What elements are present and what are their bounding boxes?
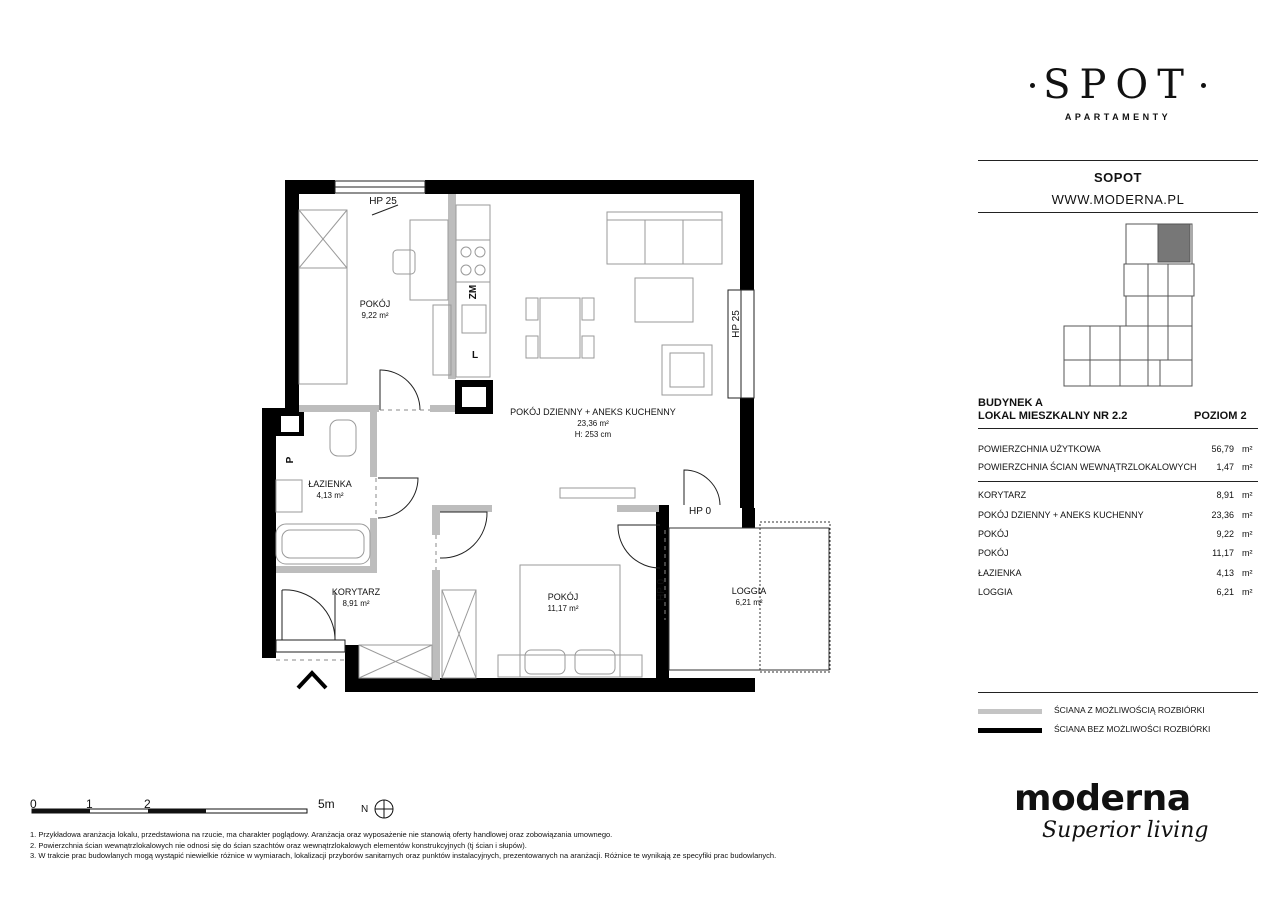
- divider: [978, 428, 1258, 429]
- summary-label: POWIERZCHNIA UŻYTKOWA: [978, 444, 1101, 454]
- divider: [978, 160, 1258, 161]
- svg-text:N: N: [361, 804, 369, 815]
- disclaimer-notes: [30, 830, 776, 862]
- structural-walls: [262, 180, 755, 692]
- svg-text:ZM: ZM: [468, 284, 479, 300]
- svg-text:HP 25: HP 25: [731, 310, 742, 338]
- legend-label: ŚCIANA BEZ MOŻLIWOŚCI ROZBIÓRKI: [1054, 724, 1211, 734]
- legend-label: ŚCIANA Z MOŻLIWOŚCIĄ ROZBIÓRKI: [1054, 705, 1205, 715]
- room-label: POKÓJ: [978, 529, 1009, 539]
- svg-text:LOGGIA: LOGGIA: [731, 586, 767, 596]
- summary-row: [978, 444, 1258, 456]
- svg-text:HP 0: HP 0: [688, 506, 712, 517]
- svg-text:11,17 m²: 11,17 m²: [547, 604, 579, 613]
- note-1: 1. Przykładowa aranżacja lokalu, przedstawiona na rzucie, ma charakter poglądowy. Aranżacja oraz wyposażenie nie stanowią oferty handlowej oraz zobowiązania umownego.: [30, 830, 613, 839]
- room-area-row: [978, 548, 1258, 560]
- thresholds: [276, 410, 665, 660]
- brand-name: SPOT: [1043, 62, 1193, 108]
- scale-label-5m: 5m: [318, 797, 335, 811]
- divider: [978, 212, 1258, 213]
- room-unit: m²: [1242, 490, 1253, 500]
- divider: [978, 481, 1258, 482]
- room-label: POKÓJ DZIENNY + ANEKS KUCHENNY: [978, 510, 1144, 520]
- room-label: ŁAZIENKA: [978, 568, 1022, 578]
- svg-text:ŁAZIENKA: ŁAZIENKA: [308, 479, 352, 489]
- brand-dot-right: [1201, 83, 1206, 88]
- note-3: 3. W trakcie prac budowlanych mogą wystąpić niewielkie różnice w wymiarach, lokalizacji przyborów sanitarnych oraz punktów instalacyjnych, prezentowanych na aranżacji. Różnice te wynikają ze specyfiki prac budowlanych.: [30, 851, 777, 860]
- svg-text:POKÓJ DZIENNY + ANEKS KUCHENNY: POKÓJ DZIENNY + ANEKS KUCHENNY: [510, 407, 676, 417]
- room-value: 8,91: [1216, 490, 1234, 500]
- room-unit: m²: [1242, 529, 1253, 539]
- north-compass-icon: [361, 800, 393, 818]
- note-2: 2. Powierzchnia ścian wewnątrzlokalowych nie odnosi się do ścian szachtów oraz wewnątrzlokalowych elementów konstrukcyjnych (tj ścian i słupów).: [30, 840, 527, 850]
- entrance-arrow-icon: [298, 673, 326, 688]
- svg-text:L: L: [471, 350, 479, 361]
- svg-text:POKÓJ: POKÓJ: [547, 592, 579, 602]
- divider: [978, 692, 1258, 693]
- svg-text:POKÓJ: POKÓJ: [359, 299, 391, 309]
- room-value: 6,21: [1216, 587, 1234, 597]
- scale-label-1: 1: [86, 797, 93, 811]
- room-label: LOGGIA: [978, 587, 1013, 597]
- scale-bar: [32, 809, 307, 813]
- brand-logo: [1018, 62, 1218, 108]
- summary-value: 1,47: [1216, 462, 1234, 472]
- room-value: 9,22: [1216, 529, 1234, 539]
- level-label: POZIOM 2: [1194, 410, 1247, 422]
- legend-swatch-black: [978, 728, 1042, 733]
- room-value: 4,13: [1216, 568, 1234, 578]
- tagline: Superior living: [1042, 818, 1209, 843]
- svg-text:KORYTARZ: KORYTARZ: [331, 587, 381, 597]
- brand-dot-left: [1030, 83, 1035, 88]
- brand-subtitle: APARTAMENTY: [1064, 112, 1172, 122]
- room-unit: m²: [1242, 587, 1253, 597]
- apartment-number: LOKAL MIESZKALNY NR 2.2: [978, 410, 1128, 422]
- svg-text:HP 0: HP 0: [656, 578, 667, 602]
- room-value: 11,17: [1212, 548, 1234, 558]
- doors: [282, 205, 720, 640]
- room-area-row: [978, 510, 1258, 522]
- building-key-plan: [1060, 220, 1200, 390]
- loggia-outline: [669, 522, 830, 672]
- room-label: POKÓJ: [978, 548, 1009, 558]
- summary-value: 56,79: [1211, 444, 1234, 454]
- summary-label: POWIERZCHNIA ŚCIAN WEWNĄTRZLOKALOWYCH: [978, 462, 1197, 472]
- plan-markers: [285, 196, 742, 601]
- summary-row: [978, 462, 1258, 474]
- room-area-row: [978, 529, 1258, 541]
- room-unit: m²: [1242, 548, 1253, 558]
- svg-text:9,22 m²: 9,22 m²: [361, 311, 389, 320]
- svg-text:23,36 m²: 23,36 m²: [577, 419, 609, 428]
- room-value: 23,36: [1211, 510, 1234, 520]
- room-unit: m²: [1242, 510, 1253, 520]
- room-area-row: [978, 587, 1258, 599]
- scale-label-0: 0: [30, 797, 37, 811]
- summary-unit: m²: [1242, 444, 1253, 454]
- svg-text:H: 253 cm: H: 253 cm: [574, 430, 612, 439]
- website-link[interactable]: WWW.MODERNA.PL: [1051, 192, 1185, 207]
- svg-text:6,21 m²: 6,21 m²: [735, 598, 763, 607]
- scale-label-2: 2: [144, 797, 151, 811]
- svg-text:P: P: [285, 456, 296, 464]
- room-unit: m²: [1242, 568, 1253, 578]
- unit-title: [978, 397, 1127, 423]
- summary-unit: m²: [1242, 462, 1253, 472]
- room-area-row: [978, 490, 1258, 502]
- legend-swatch-grey: [978, 709, 1042, 714]
- svg-text:4,13 m²: 4,13 m²: [316, 491, 344, 500]
- svg-text:HP 25: HP 25: [369, 196, 397, 207]
- city-name: SOPOT: [1093, 170, 1142, 185]
- building-name: BUDYNEK A: [978, 397, 1043, 409]
- moderna-logo: moderna: [1014, 778, 1191, 819]
- room-area-row: [978, 568, 1258, 580]
- room-label: KORYTARZ: [978, 490, 1027, 500]
- svg-text:8,91 m²: 8,91 m²: [342, 599, 370, 608]
